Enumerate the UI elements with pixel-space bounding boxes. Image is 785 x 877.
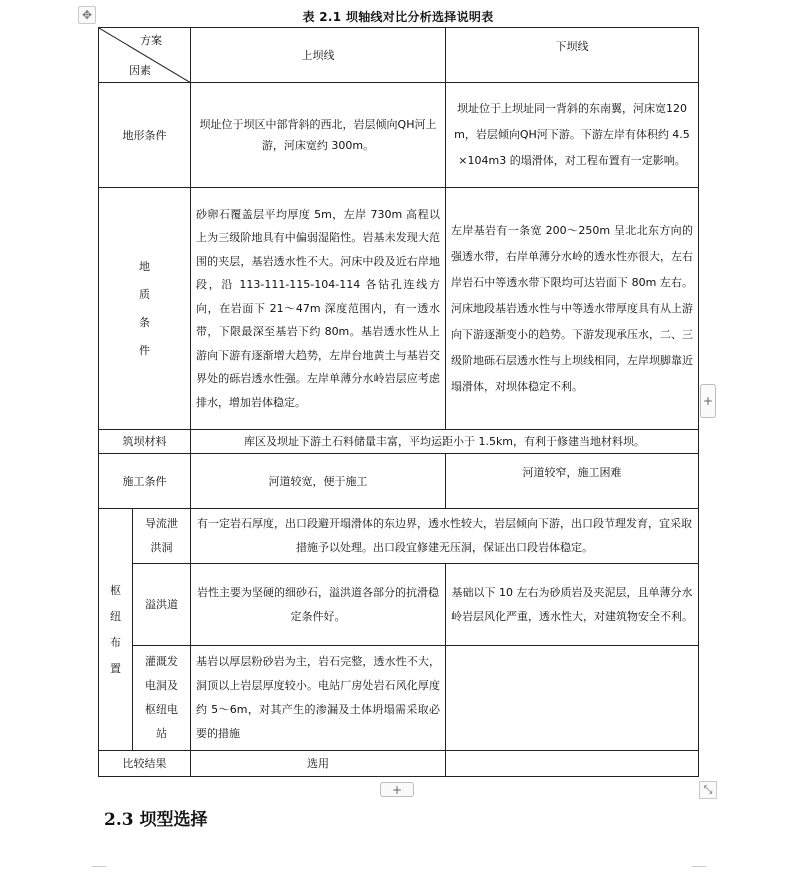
label-terrain: 地形条件 xyxy=(99,83,191,188)
label-layout-char: 布 xyxy=(110,635,121,649)
row-geology xyxy=(99,188,699,430)
table-move-handle[interactable] xyxy=(78,6,96,24)
label-geology xyxy=(99,188,191,430)
label-powerhouse xyxy=(133,646,191,751)
table-header-row xyxy=(99,28,699,83)
label-diversion-line: 导流泄 xyxy=(145,517,178,530)
label-powerhouse-line: 电洞及 xyxy=(145,679,178,692)
row-diversion xyxy=(99,509,699,564)
cell-result-upper: 选用 xyxy=(191,751,446,777)
cell-powerhouse-lower xyxy=(446,646,699,751)
move-icon: ✥ xyxy=(81,8,93,22)
label-layout-char: 纽 xyxy=(110,609,121,623)
label-powerhouse-line: 枢纽电 xyxy=(145,703,178,716)
row-powerhouse xyxy=(99,646,699,751)
corner-top-label: 方案 xyxy=(140,34,162,47)
section-heading: 2.3 坝型选择 xyxy=(104,810,208,830)
resize-icon: ⤡ xyxy=(703,783,713,796)
cell-geology-upper: 砂卵石覆盖层平均厚度 5m，左岸 730m 高程以上为三级阶地具有中偏弱湿陷性。岩基未发现大范围的夹层，基岩透水性不大。河床中段及近右岸地段，沿 113-111-115-104-114 各钻孔连线方向，在岩面下 21～47m 深度范围内，有一透水带，下限最深至基岩下约 80m。基岩透水性从上游向下游有逐渐增大趋势，左岸台地黄土与基岩交界处的砾岩透水性强。左岸单薄分水岭岩层应考虑排水，增加岩体稳定。 xyxy=(191,188,446,430)
label-spillway: 溢洪道 xyxy=(133,564,191,646)
label-layout-char: 枢 xyxy=(110,583,121,597)
label-result: 比较结果 xyxy=(99,751,191,777)
cell-materials-merged: 库区及坝址下游土石料储量丰富，平均运距小于 1.5km，有利于修建当地材料坝。 xyxy=(191,430,699,454)
cell-result-lower xyxy=(446,751,699,777)
row-construction xyxy=(99,454,699,509)
label-diversion xyxy=(133,509,191,564)
label-geology-char: 条 xyxy=(139,315,150,329)
cell-spillway-lower: 基础以下 10 左右为砂质岩及夹泥层，且单薄分水岭岩层风化严重，透水性大，对建筑物安全不利。 xyxy=(446,564,699,646)
corner-bottom-label: 因素 xyxy=(129,64,151,77)
header-upper-line: 上坝线 xyxy=(191,28,446,83)
label-powerhouse-line: 站 xyxy=(156,727,167,740)
cell-spillway-upper: 岩性主要为坚硬的细砂石，溢洪道各部分的抗滑稳定条件好。 xyxy=(191,564,446,646)
add-column-button[interactable]: + xyxy=(700,384,716,418)
row-result xyxy=(99,751,699,777)
cell-diversion-merged: 有一定岩石厚度，出口段避开塌滑体的东边界，透水性较大，岩层倾向下游，出口段节理发育，宜采取措施予以处理。出口段宜修建无压洞，保证出口段岩体稳定。 xyxy=(191,509,699,564)
header-lower-line: 下坝线 xyxy=(446,28,699,83)
corner-header-cell xyxy=(99,28,191,83)
label-materials: 筑坝材料 xyxy=(99,430,191,454)
table-resize-handle[interactable] xyxy=(699,781,717,799)
label-diversion-line: 洪洞 xyxy=(150,541,173,554)
label-geology-char: 地 xyxy=(139,259,150,273)
label-powerhouse-line: 灌溉发 xyxy=(145,655,178,668)
label-layout xyxy=(99,509,133,751)
row-terrain xyxy=(99,83,699,188)
label-construction: 施工条件 xyxy=(99,454,191,509)
page-margin-mark-right xyxy=(692,866,706,877)
cell-powerhouse-upper: 基岩以厚层粉砂岩为主，岩石完整，透水性不大，洞顶以上岩层厚度较小。电站厂房处岩石风化厚度约 5～6m，对其产生的渗漏及土体坍塌需采取必要的措施 xyxy=(191,646,446,751)
cell-construction-lower: 河道较窄，施工困难 xyxy=(446,454,699,509)
row-spillway xyxy=(99,564,699,646)
row-materials xyxy=(99,430,699,454)
comparison-table xyxy=(98,27,699,777)
cell-terrain-upper: 坝址位于坝区中部背斜的西北，岩层倾向QH河上游，河床宽约 300m。 xyxy=(191,83,446,188)
page-margin-mark-left xyxy=(92,866,106,877)
add-row-button[interactable]: + xyxy=(380,782,414,797)
label-layout-char: 置 xyxy=(110,661,121,675)
cell-construction-upper: 河道较宽，便于施工 xyxy=(191,454,446,509)
table-caption: 表 2.1 坝轴线对比分析选择说明表 xyxy=(302,10,494,24)
cell-terrain-lower: 坝址位于上坝址同一背斜的东南翼，河床宽120m，岩层倾向QH河下游。下游左岸有体积约 4.5×104m3 的塌滑体，对工程布置有一定影响。 xyxy=(446,83,699,188)
cell-geology-lower: 左岸基岩有一条宽 200～250m 呈北北东方向的强透水带，右岸单薄分水岭的透水性亦很大，左右岸岩石中等透水带下限均可达岩面下 80m 左右。河床地段基岩透水性与中等透水带厚度具有从上游向下游逐渐变小的趋势。下游发现承压水，二、三级阶地砾石层透水性与上坝线相同，左岸坝脚靠近塌滑体，对坝体稳定不利。 xyxy=(446,188,699,430)
label-geology-char: 件 xyxy=(139,343,150,357)
label-geology-char: 质 xyxy=(139,287,150,301)
